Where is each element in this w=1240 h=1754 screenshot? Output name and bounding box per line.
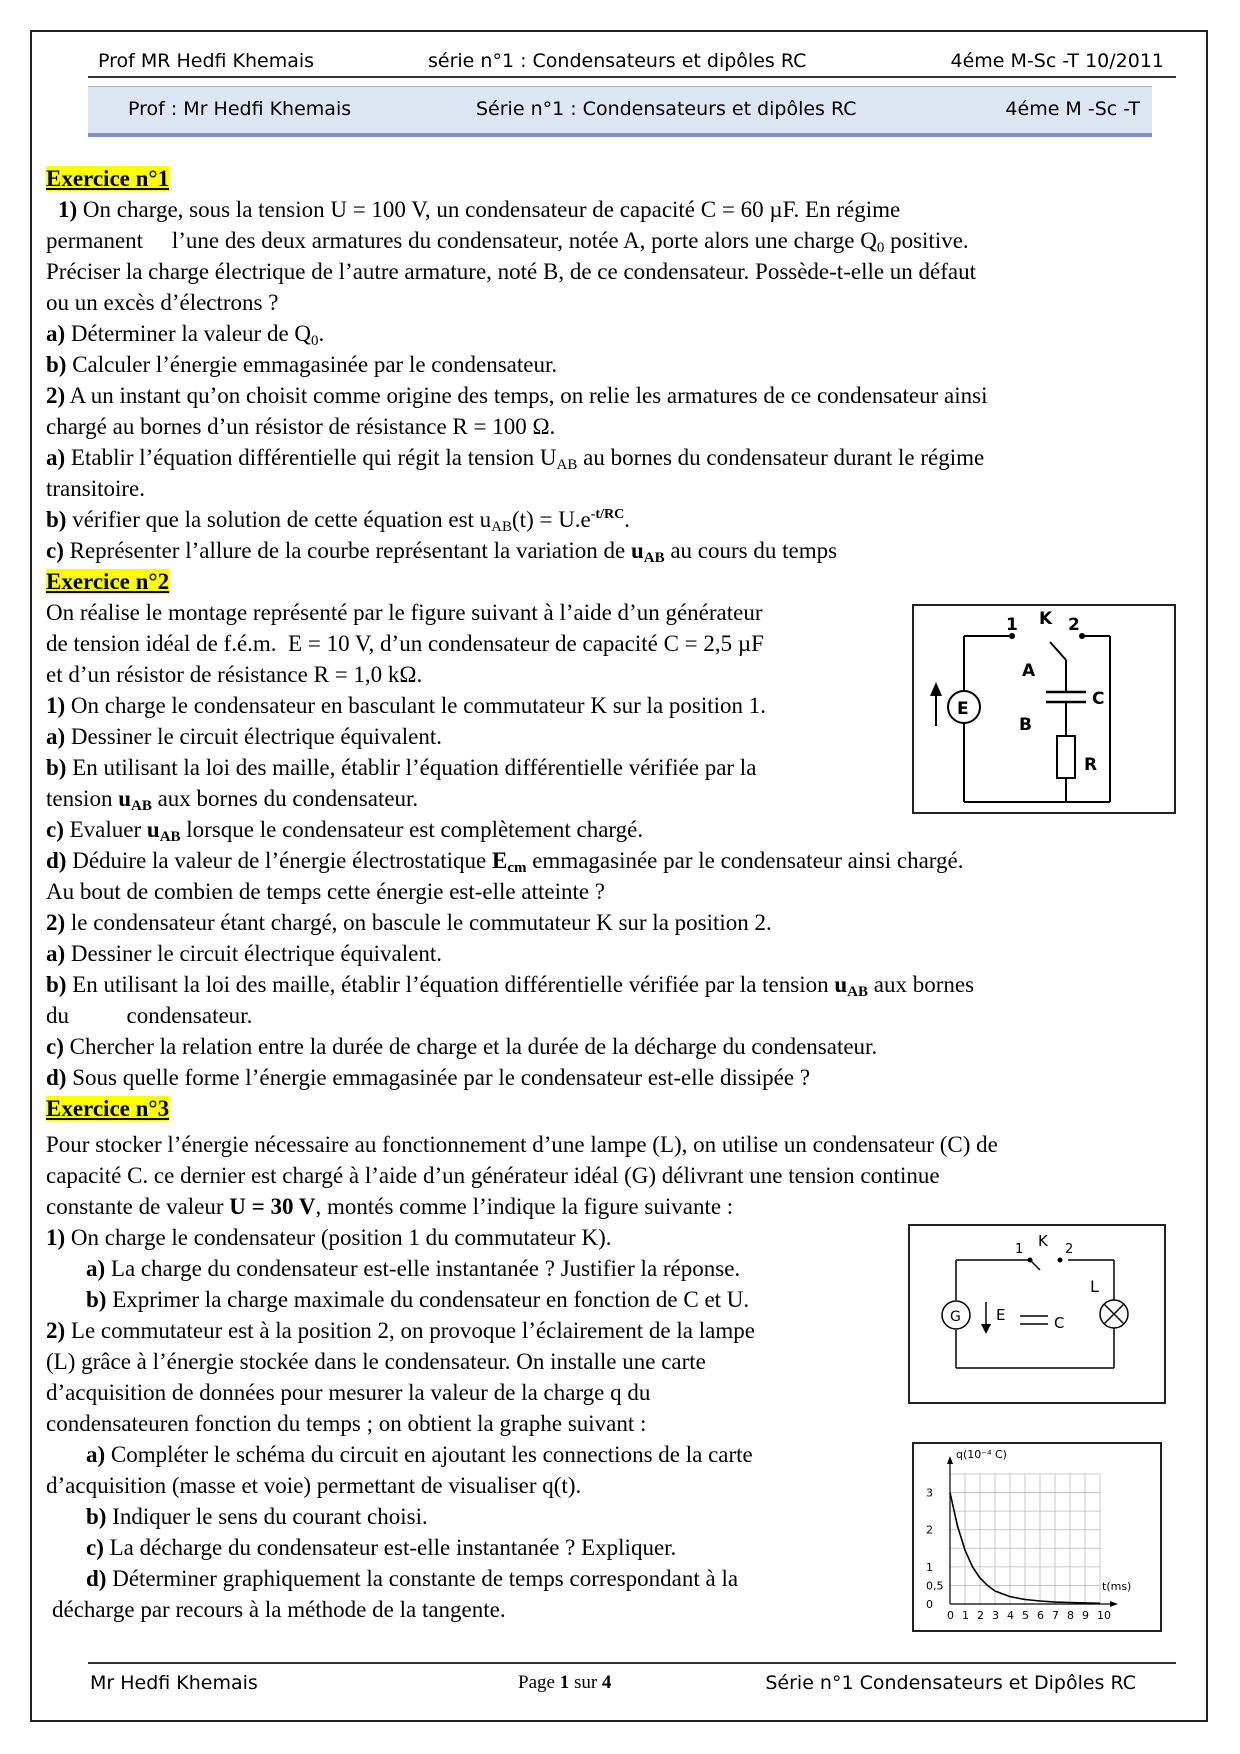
- ex2-l8-label: c): [46, 817, 64, 842]
- ex1-title-line: [46, 163, 1176, 194]
- footer-author: Mr Hedfi Khemais: [90, 1672, 258, 1694]
- ex2-text: On charge le condensateur en basculant le commutateur K sur la position 1.: [65, 693, 767, 718]
- label-k: K: [1039, 609, 1053, 629]
- ex1-line: [46, 442, 1176, 473]
- ex3-l11-label: a): [86, 1442, 106, 1467]
- chart-x-tick-label: 0: [947, 1609, 954, 1622]
- header-box: [88, 86, 1152, 137]
- ex2-l8-text: Evaluer: [63, 817, 147, 842]
- ex1-text: A un instant qu’on choisit comme origine des temps, on relie les armatures de ce condensateur ainsi: [65, 383, 988, 408]
- ex1-sub: AB: [556, 457, 578, 473]
- terminal-2: [1079, 633, 1085, 639]
- ex1-line: [46, 349, 1176, 380]
- ex2-circuit-svg: [914, 606, 1174, 812]
- chart-x-tick-label: 7: [1052, 1609, 1059, 1622]
- ex2-l16: Sous quelle forme l’énergie emmagasinée par le condensateur est-elle dissipée ?: [66, 1065, 811, 1090]
- footer-page-mid: sur: [569, 1672, 602, 1693]
- ex3-l15-label: d): [86, 1566, 107, 1591]
- terminal-1: [1028, 1258, 1033, 1263]
- chart-y-tick-label: 1: [926, 1560, 933, 1574]
- ex1-c-text: Représenter l’allure de la courbe représentant la variation de: [63, 538, 631, 563]
- ex2-l9-bold: E: [491, 848, 508, 873]
- ex2-l13-bold: u: [834, 972, 848, 997]
- ex3-l8: (L) grâce à l’énergie stockée dans le condensateur. On installe une carte: [46, 1349, 706, 1374]
- ex1-c-bold: u: [630, 538, 644, 563]
- ex1-sub: 0: [876, 240, 885, 256]
- ex3-circuit-svg: [910, 1226, 1164, 1402]
- footer-page-total: 4: [601, 1672, 612, 1693]
- ex2-text: On réalise le montage représenté par le figure suivant à l’aide d’un générateur: [46, 600, 763, 625]
- ex3-line-10: [46, 1408, 1176, 1439]
- ex1-b-sub: AB: [491, 519, 513, 535]
- ex1-line: [46, 225, 1176, 256]
- ex2-l15-label: c): [46, 1034, 64, 1059]
- ex2-label: a): [46, 724, 66, 749]
- ex1-text: Déterminer la valeur de Q: [65, 321, 312, 346]
- ex2-l9-text: Déduire la valeur de l’énergie électrostatique: [66, 848, 492, 873]
- ex2-l13-sub: AB: [847, 984, 868, 1000]
- resistor: [1057, 736, 1075, 778]
- ex1-line-b: [46, 504, 1176, 535]
- ex2-line-13: [46, 969, 1176, 1000]
- ex3-line-3: [46, 1191, 1176, 1222]
- switch-blade: [1050, 642, 1066, 660]
- ex3-l5: La charge du condensateur est-elle instantanée ? Justifier la réponse.: [105, 1256, 741, 1281]
- ex3-title-line: [46, 1093, 1176, 1124]
- ex1-c-label: c): [46, 538, 64, 563]
- voltage-arrow-head: [981, 1324, 991, 1334]
- ex3-l7: Le commutateur est à la position 2, on provoque l’éclairement de la lampe: [65, 1318, 755, 1343]
- ex2-l9-sub: cm: [507, 860, 527, 876]
- ex2-label: 1): [46, 693, 66, 718]
- label-e: E: [996, 1306, 1006, 1324]
- chart-x-tick-label: 4: [1007, 1609, 1014, 1622]
- ex2-line-10: [46, 876, 1176, 907]
- chart-y-tick-label: 0: [926, 1598, 933, 1611]
- label-c: C: [1092, 689, 1105, 709]
- ex3-l6: Exprimer la charge maximale du condensateur en fonction de C et U.: [106, 1287, 750, 1312]
- chart-y-tick-label: 3: [926, 1486, 933, 1500]
- discharge-chart: [914, 1444, 1160, 1630]
- ex2-l14: du condensateur.: [46, 1003, 253, 1028]
- ex2-l8-sub: AB: [159, 829, 181, 845]
- ex1-text: positive.: [884, 228, 969, 253]
- ex1-text: chargé au bornes d’un résistor de résistance R = 100 Ω.: [46, 414, 556, 439]
- ex1-line: [46, 256, 1176, 287]
- ex3-l4: On charge le condensateur (position 1 du commutateur K).: [65, 1225, 612, 1250]
- chart-x-tick-label: 10: [1097, 1609, 1111, 1622]
- ex2-l7-sub: AB: [131, 798, 152, 814]
- footer-page-prefix: Page: [518, 1672, 560, 1693]
- ex2-line-15: [46, 1031, 1176, 1062]
- ex1-sub: 0: [311, 333, 319, 349]
- ex2-title-line: [46, 566, 1176, 597]
- ex3-l12: d’acquisition (masse et voie) permettant de visualiser q(t).: [46, 1473, 582, 1498]
- ex3-l13: Indiquer le sens du courant choisi.: [106, 1504, 428, 1529]
- label-e: E: [957, 699, 969, 719]
- ex3-l16: décharge par recours à la méthode de la tangente.: [52, 1597, 506, 1622]
- footer-page: [518, 1672, 611, 1694]
- ex2-text: En utilisant la loi des maille, établir l’équation différentielle vérifiée par la: [66, 755, 757, 780]
- ex2-l11-label: 2): [46, 910, 66, 935]
- chart-x-tick-label: 6: [1037, 1609, 1044, 1622]
- ex2-l7-bold: u: [118, 786, 131, 811]
- ex1-line: [46, 287, 1176, 318]
- ex1-text: transitoire.: [46, 476, 145, 501]
- ex3-line-2: [46, 1160, 1176, 1191]
- ex1-c-end: au cours du temps: [664, 538, 838, 563]
- label-l: L: [1090, 1277, 1099, 1296]
- ex2-line-14: [46, 1000, 1176, 1031]
- ex1-b-end: .: [624, 507, 630, 532]
- ex1-label: b): [46, 352, 67, 377]
- ex2-l8-end: lorsque le condensateur est complètement chargé.: [180, 817, 644, 842]
- ex2-text: Dessiner le circuit électrique équivalent.: [65, 724, 442, 749]
- ex2-l13-end: aux bornes: [868, 972, 975, 997]
- ex3-l11: Compléter le schéma du circuit en ajoutant les connections de la carte: [105, 1442, 753, 1467]
- ex1-label: a): [46, 445, 66, 470]
- ex2-l11: le condensateur étant chargé, on bascule le commutateur K sur la position 2.: [65, 910, 772, 935]
- ex3-l1: Pour stocker l’énergie nécessaire au fonctionnement d’une lampe (L), on utilise un condensateur (C) de: [46, 1132, 998, 1157]
- ex3-l2: capacité C. ce dernier est chargé à l’aide d’un générateur idéal (G) délivrant une tension continue: [46, 1163, 940, 1188]
- ex2-l13-text: En utilisant la loi des maille, établir l’équation différentielle vérifiée par la tension: [66, 972, 835, 997]
- ex2-circuit-figure: [912, 604, 1176, 814]
- ex2-l12-label: a): [46, 941, 66, 966]
- ex1-text: Préciser la charge électrique de l’autre armature, noté B, de ce condensateur. Possède-t-elle un défaut: [46, 259, 977, 284]
- footer-series: Série n°1 Condensateurs et Dipôles RC: [765, 1672, 1136, 1694]
- ex2-line-12: [46, 938, 1176, 969]
- ex2-title: Exercice n°2: [46, 569, 170, 594]
- chart-y-axis-label: q(10⁻⁴ C): [956, 1448, 1007, 1461]
- ex2-l9-label: d): [46, 848, 67, 873]
- ex1-line: [46, 318, 1176, 349]
- ex2-line-16: [46, 1062, 1176, 1093]
- header-class-date: 4éme M-Sc -T 10/2011: [950, 50, 1164, 72]
- chart-x-tick-label: 1: [962, 1609, 969, 1622]
- label-b: B: [1019, 715, 1032, 735]
- chart-x-tick-label: 2: [977, 1609, 984, 1622]
- ex1-lines: [46, 194, 1176, 504]
- ex3-title: Exercice n°3: [46, 1096, 170, 1121]
- ex2-text: de tension idéal de f.é.m. E = 10 V, d’un condensateur de capacité C = 2,5 µF: [46, 631, 764, 656]
- chart-y-tick-label: 0,5: [926, 1579, 944, 1593]
- ex2-l7-text: tension: [46, 786, 119, 811]
- ex3-chart-figure: [912, 1442, 1162, 1632]
- ex3-l13-label: b): [86, 1504, 107, 1529]
- ex1-text: .: [318, 321, 325, 346]
- ex3-circuit-figure: [908, 1224, 1166, 1404]
- ex1-line: [46, 473, 1176, 504]
- header-series: série n°1 : Condensateurs et dipôles RC: [428, 50, 807, 72]
- header-box-series: Série n°1 : Condensateurs et dipôles RC: [476, 98, 857, 120]
- ex3-l3-end: , montés comme l’indique la figure suivante :: [315, 1194, 734, 1219]
- label-g: G: [950, 1309, 961, 1325]
- label-r: R: [1084, 755, 1098, 775]
- ex1-b-text: vérifier que la solution de cette équation est u: [66, 507, 492, 532]
- label-pos2: 2: [1068, 615, 1080, 635]
- ex3-l14: La décharge du condensateur est-elle instantanée ? Expliquer.: [103, 1535, 677, 1560]
- ex1-title: Exercice n°1: [46, 166, 170, 191]
- ex3-l9: d’acquisition de données pour mesurer la valeur de la charge q du: [46, 1380, 651, 1405]
- ex1-line: [46, 411, 1176, 442]
- ex1-text: au bornes du condensateur durant le régime: [577, 445, 985, 470]
- ex2-l10: Au bout de combien de temps cette énergie est-elle atteinte ?: [46, 879, 606, 904]
- ex1-b-mid: (t) = U.e: [512, 507, 591, 532]
- ex2-line-11: [46, 907, 1176, 938]
- ex3-l15: Déterminer graphiquement la constante de temps correspondant à la: [106, 1566, 739, 1591]
- chart-x-arrow: [1110, 1601, 1118, 1607]
- label-pos1: 1: [1015, 1242, 1024, 1257]
- ex1-label: a): [46, 321, 66, 346]
- chart-x-tick-label: 3: [992, 1609, 999, 1622]
- emf-arrow-head: [930, 682, 942, 696]
- ex2-l15: Chercher la relation entre la durée de charge et la durée de la décharge du condensateur.: [63, 1034, 878, 1059]
- chart-axes: [947, 1456, 1118, 1607]
- ex3-line-1: [46, 1129, 1176, 1160]
- ex1-text: Etablir l’équation différentielle qui régit la tension U: [65, 445, 557, 470]
- ex1-line-c: [46, 535, 1176, 566]
- footer-page-num: 1: [559, 1672, 570, 1693]
- chart-x-tick-label: 9: [1082, 1609, 1089, 1622]
- ex1-b-label: b): [46, 507, 67, 532]
- ex2-text: et d’un résistor de résistance R = 1,0 kΩ.: [46, 662, 423, 687]
- ex2-l12: Dessiner le circuit électrique équivalent.: [65, 941, 442, 966]
- ex1-b-sup: -t/RC: [590, 507, 625, 522]
- label-c: C: [1054, 1314, 1065, 1332]
- ex1-text: permanent l’une des deux armatures du condensateur, notée A, porte alors une charge Q: [46, 228, 877, 253]
- ex3-l6-label: b): [86, 1287, 107, 1312]
- label-pos1: 1: [1006, 615, 1018, 635]
- ex1-text: On charge, sous la tension U = 100 V, un condensateur de capacité C = 60 µF. En régime: [77, 197, 901, 222]
- ex2-line-9: [46, 845, 1176, 876]
- chart-y-tick-label: 2: [926, 1523, 933, 1537]
- ex1-line: [46, 194, 1176, 225]
- chart-y-arrow: [947, 1456, 953, 1464]
- ex3-l4-label: 1): [46, 1225, 66, 1250]
- ex3-l3-text: constante de valeur: [46, 1194, 230, 1219]
- label-pos2: 2: [1065, 1242, 1074, 1257]
- label-k: K: [1038, 1232, 1048, 1250]
- ex1-c-sub: AB: [643, 550, 665, 566]
- header-box-class: 4éme M -Sc -T: [1005, 98, 1140, 120]
- ex3-l3-bold: U = 30 V: [229, 1194, 316, 1219]
- ex2-label: b): [46, 755, 67, 780]
- ex3-l10: condensateuren fonction du temps ; on obtient la graphe suivant :: [46, 1411, 647, 1436]
- ex2-l9-end: emmagasinée par le condensateur ainsi chargé.: [526, 848, 964, 873]
- header-top: [88, 46, 1176, 78]
- footer: [88, 1662, 1176, 1698]
- chart-grid: [950, 1474, 1100, 1604]
- ex3-l14-label: c): [86, 1535, 104, 1560]
- ex2-l16-label: d): [46, 1065, 67, 1090]
- ex2-l7-end: aux bornes du condensateur.: [151, 786, 419, 811]
- ex2-line-8: [46, 814, 1176, 845]
- label-a: A: [1022, 661, 1036, 681]
- ex2-l8-bold: u: [146, 817, 160, 842]
- chart-x-tick-label: 8: [1067, 1609, 1074, 1622]
- header-author: Prof MR Hedfi Khemais: [98, 50, 315, 72]
- ex1-label: 2): [46, 383, 66, 408]
- ex1-text: ou un excès d’électrons ?: [46, 290, 279, 315]
- ex2-l13-label: b): [46, 972, 67, 997]
- header-box-author: Prof : Mr Hedfi Khemais: [128, 98, 352, 120]
- ex3-l5-label: a): [86, 1256, 106, 1281]
- ex1-line: [46, 380, 1176, 411]
- chart-x-axis-label: t(ms): [1102, 1580, 1132, 1593]
- chart-x-tick-label: 5: [1022, 1609, 1029, 1622]
- ex1-text: Calculer l’énergie emmagasinée par le condensateur.: [66, 352, 558, 377]
- ex3-l7-label: 2): [46, 1318, 66, 1343]
- ex1-label: 1): [58, 197, 78, 222]
- terminal-2: [1058, 1258, 1063, 1263]
